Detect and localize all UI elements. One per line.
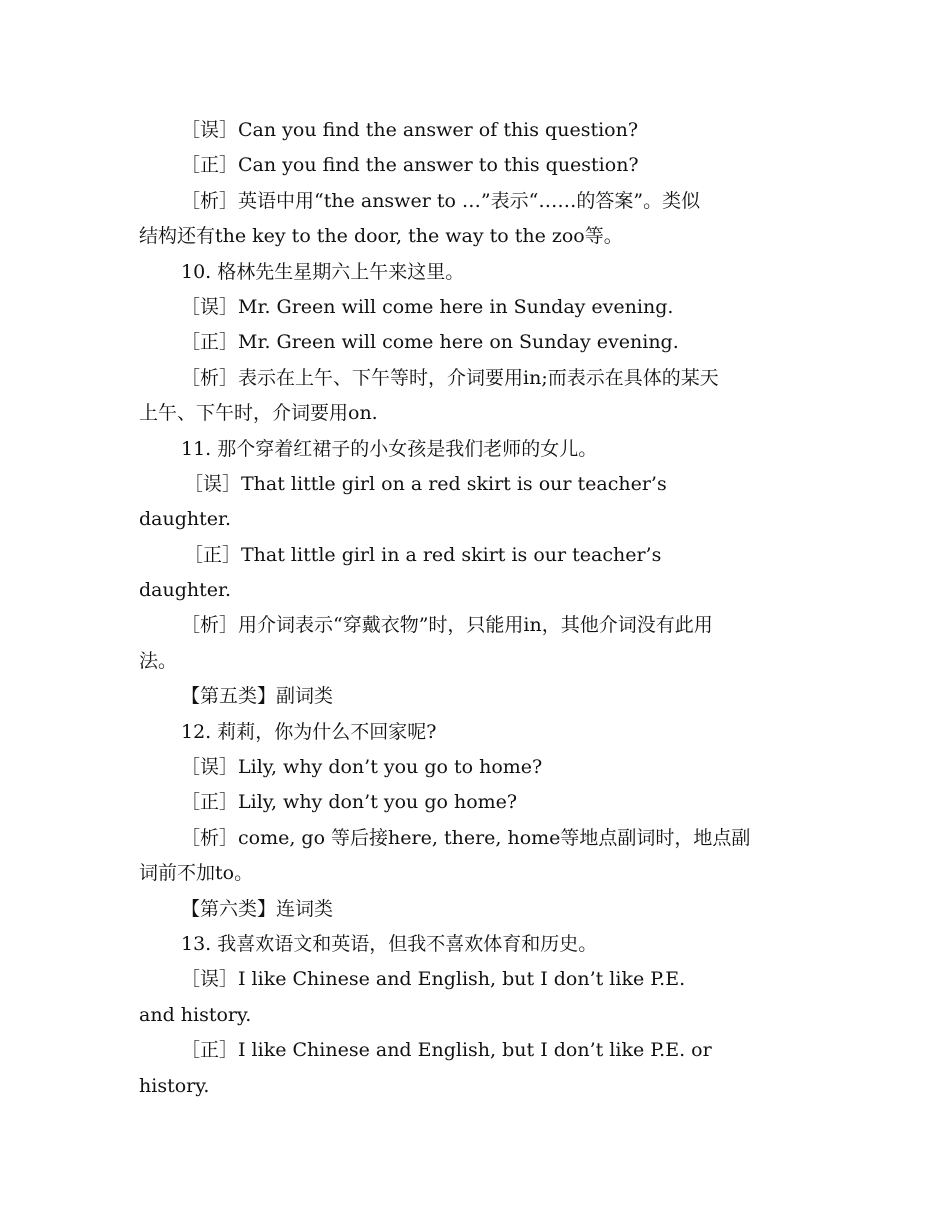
line-error-11-continued: daughter. <box>139 508 232 531</box>
line-correct-11-continued: daughter. <box>139 579 232 602</box>
line-error-13: ［误］I like Chinese and English, but I don’t like P.E. <box>181 968 686 991</box>
line-error-11: ［误］That little girl on a red skirt is our teacher’s <box>184 472 667 495</box>
line-correct-13: ［正］I like Chinese and English, but I don’t like P.E. or <box>181 1039 712 1062</box>
line-question-13: 13. 我喜欢语文和英语，但我不喜欢体育和历史。 <box>181 932 598 955</box>
section-heading-conjunctions: 【第六类】连词类 <box>181 897 334 920</box>
line-question-10: 10. 格林先生星期六上午来这里。 <box>181 260 465 283</box>
line-error-10: ［误］Mr. Green will come here in Sunday evening. <box>181 295 674 318</box>
line-analysis-1: ［析］英语中用“the answer to …”表示“……的答案”。类似 <box>181 189 701 212</box>
section-heading-adverbs: 【第五类】副词类 <box>181 685 334 708</box>
line-analysis-10-continued: 上午、下午时，介词要用on. <box>139 402 378 425</box>
line-question-11: 11. 那个穿着红裙子的小女孩是我们老师的女儿。 <box>181 437 598 460</box>
line-analysis-1-continued: 结构还有the key to the door, the way to the zoo等。 <box>139 225 623 248</box>
document-body <box>139 113 813 1104</box>
line-correct-12: ［正］Lily, why don’t you go home? <box>181 791 518 814</box>
line-correct-10: ［正］Mr. Green will come here on Sunday evening. <box>181 331 679 354</box>
line-error-12: ［误］Lily, why don’t you go to home? <box>181 756 543 779</box>
line-analysis-12-continued: 词前不加to。 <box>139 862 254 885</box>
line-analysis-12: ［析］come, go 等后接here, there, home等地点副词时，地点副 <box>181 826 751 849</box>
line-analysis-11-continued: 法。 <box>139 649 178 672</box>
line-question-12: 12. 莉莉，你为什么不回家呢? <box>181 720 437 743</box>
line-analysis-10: ［析］表示在上午、下午等时，介词要用in;而表示在具体的某天 <box>181 366 719 389</box>
line-error-1: ［误］Can you find the answer of this question? <box>181 119 639 141</box>
line-correct-11: ［正］That little girl in a red skirt is our teacher’s <box>184 543 662 566</box>
line-error-13-continued: and history. <box>139 1003 252 1026</box>
line-correct-1: ［正］Can you find the answer to this question? <box>181 154 639 177</box>
line-correct-13-continued: history. <box>139 1074 210 1097</box>
line-analysis-11: ［析］用介词表示“穿戴衣物”时，只能用in，其他介词没有此用 <box>181 614 713 637</box>
